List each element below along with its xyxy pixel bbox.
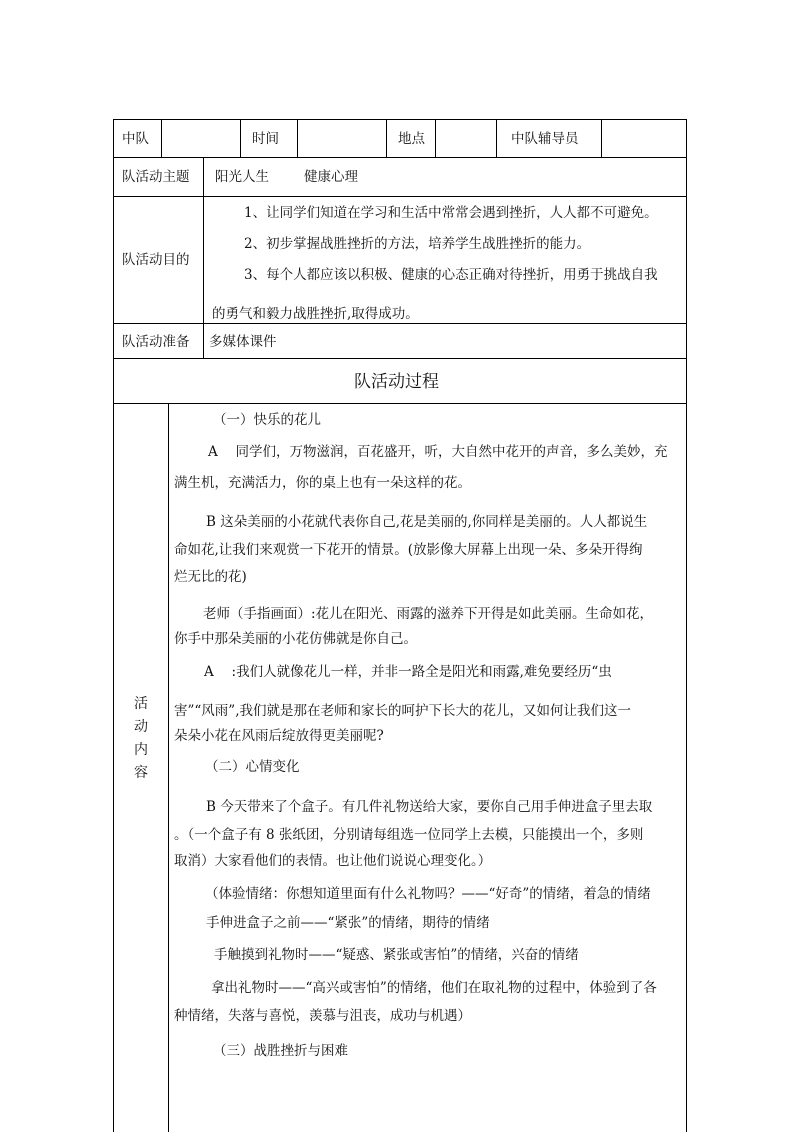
content-label bbox=[131, 693, 151, 785]
content-col-divider bbox=[168, 403, 169, 1132]
theme-value-a: 阳光人生 bbox=[215, 169, 269, 185]
content-line: 老师（手指画面）:花儿在阳光、雨露的滋养下开得是如此美丽。生命如花， bbox=[203, 606, 654, 622]
section-heading: （三）战胜挫折与困难 bbox=[213, 1043, 348, 1059]
theme-value-b: 健康心理 bbox=[304, 169, 358, 185]
content-label-char: 活 bbox=[134, 696, 148, 712]
content-line: 命如花,让我们来观赏一下花开的情景。(放影像大屏幕上出现一朵、多朵开得绚 bbox=[174, 542, 643, 558]
content-line: B 今天带来了个盒子。有几件礼物送给大家，要你自己用手伸进盒子里去取 bbox=[206, 799, 653, 815]
content-line: 害”“风雨”,我们就是那在老师和家长的呵护下长大的花儿，又如何让我们这一 bbox=[174, 703, 631, 719]
prep-label: 队活动准备 bbox=[122, 334, 190, 350]
goal-item: 2、初步掌握战胜挫折的方法，培养学生战胜挫折的能力。 bbox=[244, 236, 591, 252]
content-line: B 这朵美丽的小花就代表你自己,花是美丽的,你同样是美丽的。人人都说生 bbox=[206, 514, 648, 530]
goal-item: 1、让同学们知道在学习和生活中常常会遇到挫折，人人都不可避免。 bbox=[244, 205, 658, 221]
content-line: 手触摸到礼物时——“疑惑、紧张或害怕”的情绪，兴奋的情绪 bbox=[214, 947, 579, 963]
content-line: 你手中那朵美丽的小花仿佛就是你自己。 bbox=[174, 631, 417, 647]
content-line: （体验情绪：你想知道里面有什么礼物吗？——“好奇”的情绪，着急的情绪 bbox=[205, 886, 651, 902]
squad-label: 中队 bbox=[122, 131, 149, 147]
row-divider bbox=[113, 403, 686, 404]
row-divider bbox=[113, 323, 686, 324]
content-line: A :我们人就像花儿一样，并非一路全是阳光和雨露,难免要经历“虫 bbox=[204, 664, 612, 680]
goals-label: 队活动目的 bbox=[122, 252, 190, 268]
col-divider bbox=[240, 119, 241, 157]
table-border-left bbox=[113, 119, 114, 1132]
col-divider bbox=[496, 119, 497, 157]
label-col-divider bbox=[203, 157, 204, 358]
col-divider bbox=[297, 119, 298, 157]
prep-value: 多媒体课件 bbox=[209, 334, 277, 350]
col-divider bbox=[601, 119, 602, 157]
counselor-label: 中队辅导员 bbox=[511, 131, 579, 147]
content-label-char: 动 bbox=[134, 719, 148, 735]
theme-label: 队活动主题 bbox=[122, 169, 190, 185]
row-divider bbox=[113, 157, 686, 158]
col-divider bbox=[435, 119, 436, 157]
content-line: 。（一个盒子有 8 张纸团，分别请每组选一位同学上去模，只能摸出一个，多则 bbox=[174, 827, 644, 843]
goal-item: 3、每个人都应该以积极、健康的心态正确对待挫折，用勇于挑战自我 bbox=[244, 267, 658, 283]
row-divider bbox=[113, 358, 686, 359]
table-border-right bbox=[686, 119, 687, 1132]
process-title: 队活动过程 bbox=[354, 372, 439, 392]
content-label-char: 容 bbox=[134, 765, 148, 781]
time-label: 时间 bbox=[252, 131, 279, 147]
content-line: A 同学们，万物滋润，百花盛开，听，大自然中花开的声音，多么美妙，充 bbox=[208, 444, 668, 460]
content-line: 满生机，充满活力，你的桌上也有一朵这样的花。 bbox=[174, 475, 471, 491]
section-heading: （一）快乐的花儿 bbox=[213, 412, 321, 428]
content-line: 手伸进盒子之前——“紧张”的情绪，期待的情绪 bbox=[206, 915, 490, 931]
col-divider bbox=[386, 119, 387, 157]
content-line: 烂无比的花) bbox=[174, 569, 247, 585]
content-line: 取消）大家看他们的表情。也让他们说说心理变化。） bbox=[174, 853, 492, 869]
content-line: 种情绪，失落与喜悦，羡慕与沮丧，成功与机遇） bbox=[174, 1008, 471, 1024]
col-divider bbox=[161, 119, 162, 157]
row-divider bbox=[113, 196, 686, 197]
content-label-char: 内 bbox=[134, 742, 148, 758]
content-line: 朵朵小花在风雨后绽放得更美丽呢? bbox=[174, 728, 384, 744]
section-heading: （二）心情变化 bbox=[205, 759, 300, 775]
content-line: 拿出礼物时——“高兴或害怕”的情绪，他们在取礼物的过程中，体验到了各 bbox=[211, 980, 657, 996]
place-label: 地点 bbox=[398, 131, 425, 147]
goal-item: 的勇气和毅力战胜挫折,取得成功。 bbox=[212, 306, 419, 322]
